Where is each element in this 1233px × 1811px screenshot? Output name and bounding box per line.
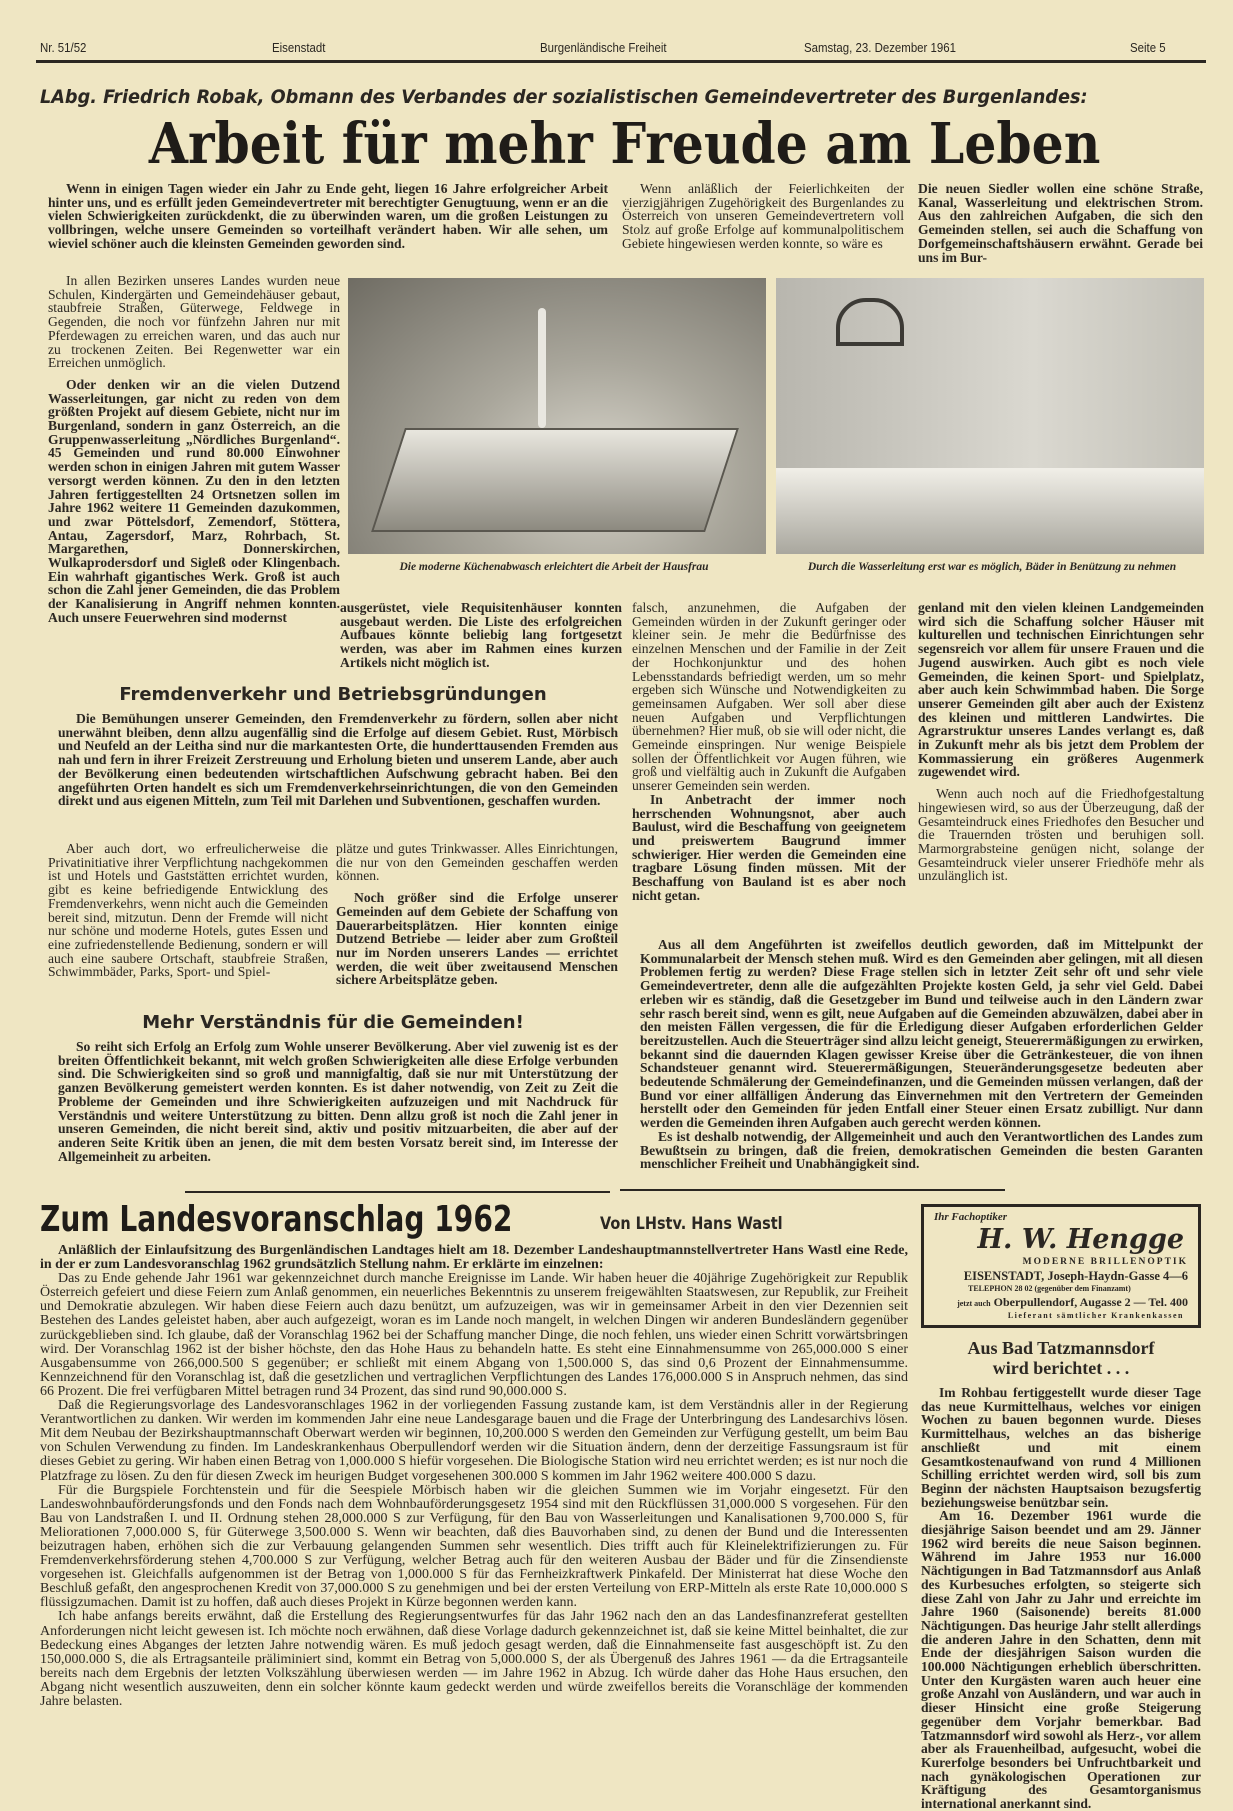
ad-subtitle: MODERNE BRILLENOPTIK xyxy=(1022,1257,1188,1267)
column-text: In Anbetracht der immer noch herrschenden Wohnungsnot, aber auch Baulust, wird die Beschaffung von geeignetem und preiswertem Baugrund immer schwieriger. Hier werden die Gemeinden eine tragbare Lösung finden müssen. Mit der Beschaffung von Bauland ist es aber noch nicht getan. xyxy=(632,791,906,903)
section-text: Die Bemühungen unserer Gemeinden, den Fremdenverkehr zu fördern, sollen aber nicht unerwähnt bleiben, denn allzu augenfällig sind die Erfolge auf diesem Gebiet. Rust, Mörbisch und Neufeld an der Leitha sind nur die markantesten Orte, die hunderttausenden Fremden aus nah und fern in ihrer Freizeit Zerstreuung und Erholung bieten und unserem Lande, aber auch der Bevölkerung einen bedeutenden wirtschaftlichen Aufschwung gebracht haben. Bei den angeführten Orten handelt es sich um Fremdenverkehrseinrichtungen, die von den Gemeinden direkt und aus eigenen Mitteln, zum Teil mit Darlehen und Subventionen, geschaffen wurden. xyxy=(58,711,618,809)
section-text: So reiht sich Erfolg an Erfolg zum Wohle unserer Bevölkerung. Aber viel zuwenig ist es der breiten Öffentlichkeit bekannt, mit welch großen Schwierigkeiten alle diese Erfolge verbunden sind. Die Schwierigkeiten sind so groß und mannigfaltig, daß sie nur mit Unterstützung der ganzen Bevölkerung gemeistert werden konnten. Es ist daher notwendig, von Zeit zu Zeit die Probleme der Gemeinden und ihre Schwierigkeiten aufzuzeigen und mit Nachdruck für Verständnis und weitere Unterstützung zu bitten. Denn allzu groß ist noch die Zahl jener in unseren Gemeinden, die nicht bereit sind, aktiv und positiv mitzuarbeiten, die aber auf der anderen Seite Kritik üben an jenen, die mit dem besten Vorsatz bereit sind, im Interesse der Allgemeinheit zu arbeiten. xyxy=(58,1039,618,1164)
photo-caption: Durch die Wasserleitung erst war es möglich, Bäder in Benützung zu nehmen xyxy=(807,561,1177,573)
column-text: Die neuen Siedler wollen eine schöne Straße, Kanal, Wasserleitung und elektrischen Strom. Aus den zahlreichen Aufgaben, die sich den Gemeinden stellen, sei auch die Schaffung von Dorfgemeinschaftshäusern erwähnt. Gerade bei uns im Bur- xyxy=(918,181,1203,265)
paragraph: Ich habe anfangs bereits erwähnt, daß die Erstellung des Regierungsentwurfes für das Jahr 1962 nach den an das Landesfinanzreferat gestellten Anforderungen nicht leicht gewesen ist. Ich möchte noch erwähnen, daß diese Vorlage dadurch gekennzeichnet ist, daß sie keine Mittel beinhaltet, die zur Bedeckung eines Abganges der letzten Jahre notwendig wären. Es muß jedoch gesagt werden, daß die Einnahmenseite fast ausgeschöpft ist. Zu den 150,000.000 S, die als Ertragsanteile präliminiert sind, kommt ein Betrag von 5,000.000 S, der als Übergenuß des Jahres 1961 — da die Ertragsanteile bereits nach dem Ergebnis der letzten Volkszählung überwiesen werden — im Jahre 1962 in Abzug. Ich würde daher das Hohe Haus ersuchen, den Abgang nicht wesentlich auszuweiten, denn ein solcher könnte kaum gedeckt werden und würde zweifellos bereits die Voranschläge der kommenden Jahre belasten. xyxy=(40,1609,908,1709)
article-headline: Arbeit für mehr Freude am Leben xyxy=(149,111,1101,177)
place: Eisenstadt xyxy=(272,40,326,55)
section-heading: Fremdenverkehr und Betriebsgründungen xyxy=(119,684,547,705)
column-text: genland mit den vielen kleinen Landgemeinden wird sich die Schaffung solcher Häuser mit kulturellen und technischen Einrichtungen sehr segensreich vor allem für unsere Frauen und die Jugend auswirken. Auch gibt es noch viele Gemeinden, die keinen Sport- und Spielplatz, aber auch kein Schwimmbad haben. Die Sorge unserer Gemeinden gilt aber auch der Existenz des kleinen und mittleren Landwirtes. Die Agrarstruktur unseres Landes verlangt es, daß in Zukunft mehr als bis jetzt dem Problem der Kommassierung ein größeres Augenmerk zugewendet wird. xyxy=(918,600,1204,780)
paragraph: Daß die Regierungsvorlage des Landesvoranschlages 1962 in der vorliegenden Fassung zustande kam, ist dem Verständnis aller in der Regierung Verantwortlichen zu danken. Wir werden im kommenden Jahr eine neue Landesgarage bauen und die Frage der Unterbringung des Landesarchivs lösen. Mit dem Neubau der Bezirkshauptmannschaft Oberwart werden wir beginnen, 10,200.000 S werden den Gemeinden zur Verfügung gestellt, um beim Bau von Schulen Verwendung zu finden. Im Landeskrankenhaus Oberpullendorf werden wir die Situation ändern, denn der derzeitige Fassungsraum ist für dieses Gebiet zu gering. Wir haben einen Betrag von 1,000.000 S hiefür vorgesehen. Die Biologische Station wird neu errichtet werden; es ist nur noch die Platzfrage zu lösen. Zu den für diesen Zweck im heurigen Budget vorgesehenen 300.000 S kommen im Jahr 1962 weitere 400.000 S dazu. xyxy=(40,1398,908,1484)
article-headline: Zum Landesvoranschlag 1962 xyxy=(40,1199,513,1240)
section-heading: Mehr Verständnis für die Gemeinden! xyxy=(142,1012,524,1033)
column-text: Wenn anläßlich der Feierlichkeiten der vierzigjährigen Zugehörigkeit des Burgenlandes zu Österreich von unseren Gemeindevertretern voll Stolz auf große Erfolge auf kommunalpolitischem Gebiete hingewiesen werden konnte, so wäre es xyxy=(622,181,904,251)
ad-phone: TELEPHON 28 02 (gegenüber dem Finanzamt) xyxy=(968,1284,1131,1293)
optician-advertisement xyxy=(921,1204,1201,1328)
ad-address: EISENSTADT, Joseph-Haydn-Gasse 4—6 xyxy=(963,1269,1188,1283)
newspaper-name: Burgenländische Freiheit xyxy=(540,40,667,55)
column-text: Aber auch dort, wo erfreulicherweise die Privatinitiative ihrer Verpflichtung nachgekommen ist und Hotels und Gaststätten errichtet wurden, gibt es keine befriedigende Entwicklung des Fremdenverkehrs, wenn nicht auch die Gemeinden bereit sind, mitzutun. Denn der Fremde will nicht nur schöne und moderne Hotels, gutes Essen und eine zufriedenstellende Bedienung, sondern er will auch eine saubere Ortschaft, staubfreie Straßen, Schwimmbäder, Parks, Sport- und Spiel- xyxy=(48,841,328,980)
column-text: Aus all dem Angeführten ist zweifellos deutlich geworden, daß im Mittelpunkt der Kommunalarbeit der Mensch stehen muß. Wird es den Gemeinden aber gelingen, mit all diesen Problemen fertig zu werden? Diese Frage stellen sich in letzter Zeit sehr oft und sehr viele Gemeindevertreter, denn alle die aufgezählten Projekte kosten Geld, ja sehr viel Geld. Dabei erleben wir es ständig, daß die Gesetzgeber im Bund und teilweise auch in den Ländern zwar sehr rasch bereit sind, wenn es gilt, neue Aufgaben auf die Gemeinden abzuwälzen, dabei aber in den meisten Fällen vergessen, die für die Erledigung dieser Aufgaben erforderlichen Gelder bereitzustellen. Auch die Steuerträger sind allzu leicht geneigt, Steuerermäßigungen zu erwirken, bekannt sind die dauernden Klagen gewisser Kreise über die Getränkesteuer, die von ihnen Schandsteuer genannt wird. Steuerermäßigungen, Steueränderungsgesetze bedeuten aber bedeutende Schmälerung der Gemeindefinanzen, und die Gemeinden müssen verlangen, daß der Bund vor einer allfälligen Änderung das Einvernehmen mit den Vertretern der Gemeinden herstellt oder den Gemeinden für jeden Entfall einer Steuer einen Ersatz zubilligt. Nur dann werden die Gemeinden ihren Aufgaben auch gerecht werden können. xyxy=(640,937,1203,1131)
ad-tagline: Ihr Fachoptiker xyxy=(934,1211,1008,1223)
divider xyxy=(185,1191,610,1193)
column-text: Wenn auch noch auf die Friedhofgestaltung hingewiesen wird, so aus der Überzeugung, daß der Gesamteindruck eines Friedhofes den Besucher und die Trauernden trösten und beruhigen soll. Marmorgrabsteine genügen nicht, solange der Gesamteindruck vieler unserer Friedhöfe mehr als unzulänglich ist. xyxy=(918,786,1204,884)
column-text: Am 16. Dezember 1961 wurde die diesjährige Saison beendet und am 29. Jänner 1962 wird bereits die neue Saison beginnen. Während im Jahre 1953 nur 16.000 Nächtigungen in Bad Tatzmannsdorf aus Anlaß des Kurbesuches erfolgten, so steigerte sich diese Zahl von Jahr zu Jahr und erreichte im Jahre 1960 (Saisonende) bereits 81.000 Nächtigungen. Das heurige Jahr stellt allerdings die anderen Jahre in den Schatten, denn mit Ende der diesjährigen Saison wurden die 100.000 Nächtigungen erheblich überschritten. Unter den Kurgästen waren auch heuer eine große Anzahl von Ausländern, und war auch in dieser Hinsicht eine große Steigerung gegenüber dem Vorjahr bemerkbar. Bad Tatzmannsdorf wird sowohl als Herz-, vor allem aber als Frauenheilbad, aufgesucht, wobei die Kurerfolge besonders bei Unfruchtbarkeit und nach gynäkologischen Operationen zur Kräftigung des Gesamtorganismus international anerkannt sind. xyxy=(921,1508,1201,1811)
column-text: Oder denken wir an die vielen Dutzend Wasserleitungen, gar nicht zu reden von dem größten Projekt auf diesem Gebiete, nicht nur im Burgenland, sondern in ganz Österreich, an die Gruppenwasserleitung „Nördliches Burgenland“. 45 Gemeinden und rund 80.000 Einwohner werden schon in einigen Jahren mit gutem Wasser versorgt werden können. Zu den in den letzten Jahren fertiggestellten 24 Ortsnetzen sollen im Jahre 1962 weitere 11 Gemeinden dazukommen, und zwar Pöttelsdorf, Zemendorf, Stöttera, Antau, Zagersdorf, Marz, Rohrbach, St. Margarethen, Donnerskirchen, Wulkaprodersdorf und Sigleß oder Klingenbach. Ein wahrhaft gigantisches Werk. Groß ist auch schon die Zahl jener Gemeinden, die das Problem der Kanalisierung in Angriff nehmen konnten. Auch unsere Feuerwehren sind modernst xyxy=(48,376,340,625)
ad-logo: H. W. Hengge xyxy=(977,1224,1184,1255)
column-text: Es ist deshalb notwendig, der Allgemeinheit und auch den Verantwortlichen des Landes zum Bewußtsein zu bringen, daß die freien, demokratischen Gemeinden die besten Garanten menschlicher Freiheit und Unabhängigkeit sind. xyxy=(640,1128,1203,1172)
issue-number: Nr. 51/52 xyxy=(40,40,87,55)
ad-branch: Oberpullendorf, Augasse 2 — Tel. 400 xyxy=(993,1295,1188,1309)
wide-text-block xyxy=(640,938,1203,1171)
bathroom-photo xyxy=(776,278,1204,554)
ad-footer: Lieferant sämtlicher Krankenkassen xyxy=(1007,1311,1184,1320)
header-rule xyxy=(36,60,1206,63)
paragraph: Anläßlich der Einlaufsitzung des Burgenländischen Landtages hielt am 18. Dezember Landeshauptmannstellvertreter Hans Wastl eine Rede, in der er zum Landesvoranschlag 1962 grundsätzlich Stellung nahm. Er erklärte im einzelnen: xyxy=(40,1243,908,1273)
article-kicker: LAbg. Friedrich Robak, Obmann des Verbandes der sozialistischen Gemeindevertreter des Burgenlandes: xyxy=(40,86,1088,108)
column-text: plätze und gutes Trinkwasser. Alles Einrichtungen, die nur von den Gemeinden geschaffen werden können. xyxy=(336,841,618,884)
column-text: ausgerüstet, viele Requisitenhäuser konnten ausgebaut werden. Die Liste des erfolgreichen Aufbaues könnte beliebig lang fortgesetzt werden, was aber im Rahmen eines kurzen Artikels nicht möglich ist. xyxy=(340,600,622,670)
column-text: Im Rohbau fertiggestellt wurde dieser Tage das neue Kurmittelhaus, welches vor einigen Wochen zu bauen begonnen wurde. Dieses Kurmittelhaus, welches an das bisherige anschließt und mit einem Gesamtkostenaufwand von rund 4 Millionen Schilling errichtet werden wird, soll bis zum Beginn der nächsten Hauptsaison bezugsfertig beziehungsweise benützbar sein. xyxy=(921,1385,1201,1510)
paragraph: Das zu Ende gehende Jahr 1961 war gekennzeichnet durch manche Ereignisse im Lande. Wir haben heuer die 40jährige Zugehörigkeit zur Republik Österreich gefeiert und diese Feiern zum Anlaß genommen, ein neuerliches Bekenntnis zu unserem freigewählten Staatswesen, zur Republik, zur Freiheit und Demokratie abzulegen. Wir haben diese Feiern auch dazu benützt, um aufzuzeigen, was wir in gemeinsamer Arbeit in den vier Dezennien seit Bestehen des Landes geleistet haben, aber auch aufgezeigt, woran es im Lande noch mangelt, in welchen Dingen wir anderen Bundesländern gegenüber zurückgeblieben sind. Ich glaube, daß der Voranschlag 1962 bei der Schaffung mancher Dinge, die noch fehlen, uns wieder einen Schritt vorwärtsbringen wird. Der Voranschlag 1962 ist der bisher höchste, den das Hohe Haus zu behandeln hatte. Es steht eine Einnahmensumme von 265,000.000 S einer Ausgabensumme von 266,000.500 S gegenüber; er schließt mit einem Abgang von 1,500.000 S, das sind 0,6 Prozent der Einnahmensumme. Kennzeichnend für den Voranschlag ist, daß die gesetzlichen und vertraglichen Verpflichtungen des Landes 176,000.000 S in Anspruch nehmen, das sind 66 Prozent. Die frei verfügbaren Mittel betragen rund 34 Prozent, das sind rund 90,000.000 S. xyxy=(40,1271,908,1399)
photo-caption: Die moderne Küchenabwasch erleichtert die Arbeit der Hausfrau xyxy=(399,561,709,573)
article-intro: Wenn in einigen Tagen wieder ein Jahr zu Ende geht, liegen 16 Jahre erfolgreicher Arbeit hinter uns, und es erfüllt jeden Gemeindevertreter mit berechtigter Genugtuung, wenn er an die vielen Schwierigkeiten zurückdenkt, die zu überwinden waren, um die großen Leistungen zu vollbringen, welche unsere Gemeinden so vorteilhaft verändert haben. Wir alle sehen, um wieviel schöner auch die kleinsten Gemeinden geworden sind. xyxy=(48,181,608,251)
article-byline: Von LHstv. Hans Wastl xyxy=(600,1214,783,1234)
page-number: Seite 5 xyxy=(1130,40,1166,55)
right-column xyxy=(918,601,1204,883)
article-body xyxy=(40,1244,908,1709)
left-column xyxy=(48,274,340,625)
divider xyxy=(620,1189,1005,1191)
middle-column xyxy=(632,601,906,902)
column-text: falsch, anzunehmen, die Aufgaben der Gemeinden würden in der Zukunft geringer oder kleiner sein. Je mehr die Bedürfnisse des einzelnen Menschen und der Familie in der Zeit der Hochkonjunktur und des hohen Lebensstandards befriedigt werden, um so mehr ergeben sich Wünsche und Notwendigkeiten zu gemeinsamen Aufgaben. Wer soll aber diese neuen Aufgaben und Verpflichtungen übernehmen? Hier muß, ob sie will oder nicht, die Gemeinde einspringen. Nur wenige Beispiele sollen der Öffentlichkeit vor Augen führen, wie groß und vielfältig auch in Zukunft die Aufgaben unserer Gemeinden sein werden. xyxy=(632,600,906,794)
ad-branch-prefix: jetzt auch xyxy=(957,1299,991,1308)
article-headline: Aus Bad Tatzmannsdorf wird berichtet . . . xyxy=(967,1338,1155,1378)
issue-date: Samstag, 23. Dezember 1961 xyxy=(804,40,956,55)
column-text: In allen Bezirken unseres Landes wurden neue Schulen, Kindergärten und Gemeindehäuser gebaut, staubfreie Straßen, Güterwege, Feldwege in Gegenden, die noch vor fünfzehn Jahren nur mit Pferdewagen zu erreichen waren, und das auch nur zu trockenen Zeiten. Bei Regenwetter war ein Erreichen unmöglich. xyxy=(48,273,340,371)
section-column xyxy=(336,842,618,987)
kitchen-sink-photo xyxy=(348,278,766,554)
tatzmannsdorf-article xyxy=(921,1338,1201,1811)
paragraph: Für die Burgspiele Forchtenstein und für die Seespiele Mörbisch haben wir die gleichen Summen wie im Vorjahr eingesetzt. Für den Landeswohnbauförderungsfonds und den Fonds nach dem Wohnbauförderungsgesetz 1954 sind mit den Rückflüssen 31,000.000 S vorgesehen. Für den Bau von Landstraßen I. und II. Ordnung stehen 28,000.000 S zur Verfügung, für den Bau von Wasserleitungen und Kanalisationen 9,700.000 S, für Meliorationen 7,000.000 S, für Güterwege 3,500.000 S. Wenn wir beachten, daß dies Bauvorhaben sind, zu denen der Bund und die Interessenten beizutragen haben, erhöhen sich die zur Verbauung gelangenden Summen sehr wesentlich. Dies trifft auch für Kleinelektrifizierungen zu. Für Fremdenverkehrsförderung stehen 4,700.000 S zur Verfügung, welcher Betrag auch für den weiteren Ausbau der Bäder und für die Zinsendienste vorgesehen ist. Gleichfalls aufgenommen ist der Betrag von 1,000.000 S für das Fernheizkraftwerk Pinkafeld. Der Ministerrat hat diese Woche den Beschluß gefaßt, den angesprochenen Kredit von 37,000.000 S zu genehmigen und bei der ersten Verteilung von ERP-Mitteln als erste Rate 10,000.000 S flüssigzumachen. Damit ist zu hoffen, daß auch dieses Projekt in Kürze begonnen werden kann. xyxy=(40,1482,908,1611)
column-text: Noch größer sind die Erfolge unserer Gemeinden auf dem Gebiete der Schaffung von Dauerarbeitsplätzen. Hier konnten einige Dutzend Betriebe — leider aber zum Großteil nur im Norden unserers Landes — errichtet werden, die weit über zweitausend Menschen sichere Arbeitsplätze geben. xyxy=(336,890,618,988)
